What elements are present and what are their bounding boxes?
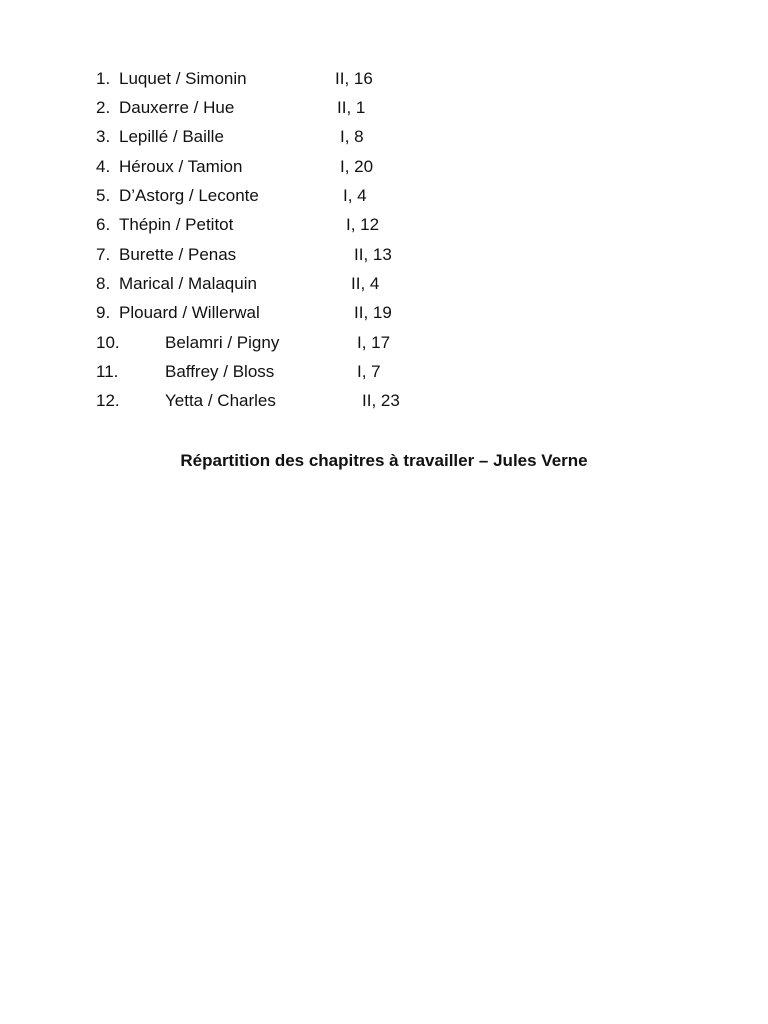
item-number: 9. (96, 303, 111, 322)
item-names: Belamri / Pigny (165, 333, 280, 352)
item-chapter: II, 23 (362, 391, 400, 410)
item-number: 10. (96, 333, 120, 352)
item-chapter: II, 13 (354, 245, 392, 264)
item-number: 12. (96, 391, 120, 410)
item-chapter: I, 8 (340, 127, 364, 146)
item-number: 1. (96, 69, 111, 88)
item-chapter: I, 17 (357, 333, 391, 352)
item-chapter: I, 7 (357, 362, 381, 381)
item-chapter: II, 19 (354, 303, 392, 322)
item-names: Lepillé / Baille (119, 127, 224, 146)
item-number: 2. (96, 98, 111, 117)
item-names: Luquet / Simonin (119, 69, 247, 88)
item-names: Marical / Malaquin (119, 274, 257, 293)
item-number: 7. (96, 245, 111, 264)
item-names: Dauxerre / Hue (119, 98, 235, 117)
item-number: 4. (96, 157, 111, 176)
item-chapter: I, 12 (346, 215, 380, 234)
item-chapter: II, 4 (351, 274, 380, 293)
item-number: 6. (96, 215, 111, 234)
item-names: Thépin / Petitot (119, 215, 234, 234)
item-number: 8. (96, 274, 111, 293)
item-names: Plouard / Willerwal (119, 303, 260, 322)
item-names: Baffrey / Bloss (165, 362, 275, 381)
item-chapter: I, 20 (340, 157, 374, 176)
item-names: Burette / Penas (119, 245, 237, 264)
item-names: D’Astorg / Leconte (119, 186, 259, 205)
item-number: 3. (96, 127, 111, 146)
item-number: 11. (96, 362, 119, 381)
item-names: Héroux / Tamion (119, 157, 243, 176)
item-names: Yetta / Charles (165, 391, 276, 410)
item-number: 5. (96, 186, 111, 205)
item-chapter: II, 16 (335, 69, 373, 88)
item-chapter: II, 1 (337, 98, 366, 117)
document-title: Répartition des chapitres à travailler – Jules Verne (180, 451, 588, 470)
item-chapter: I, 4 (343, 186, 367, 205)
